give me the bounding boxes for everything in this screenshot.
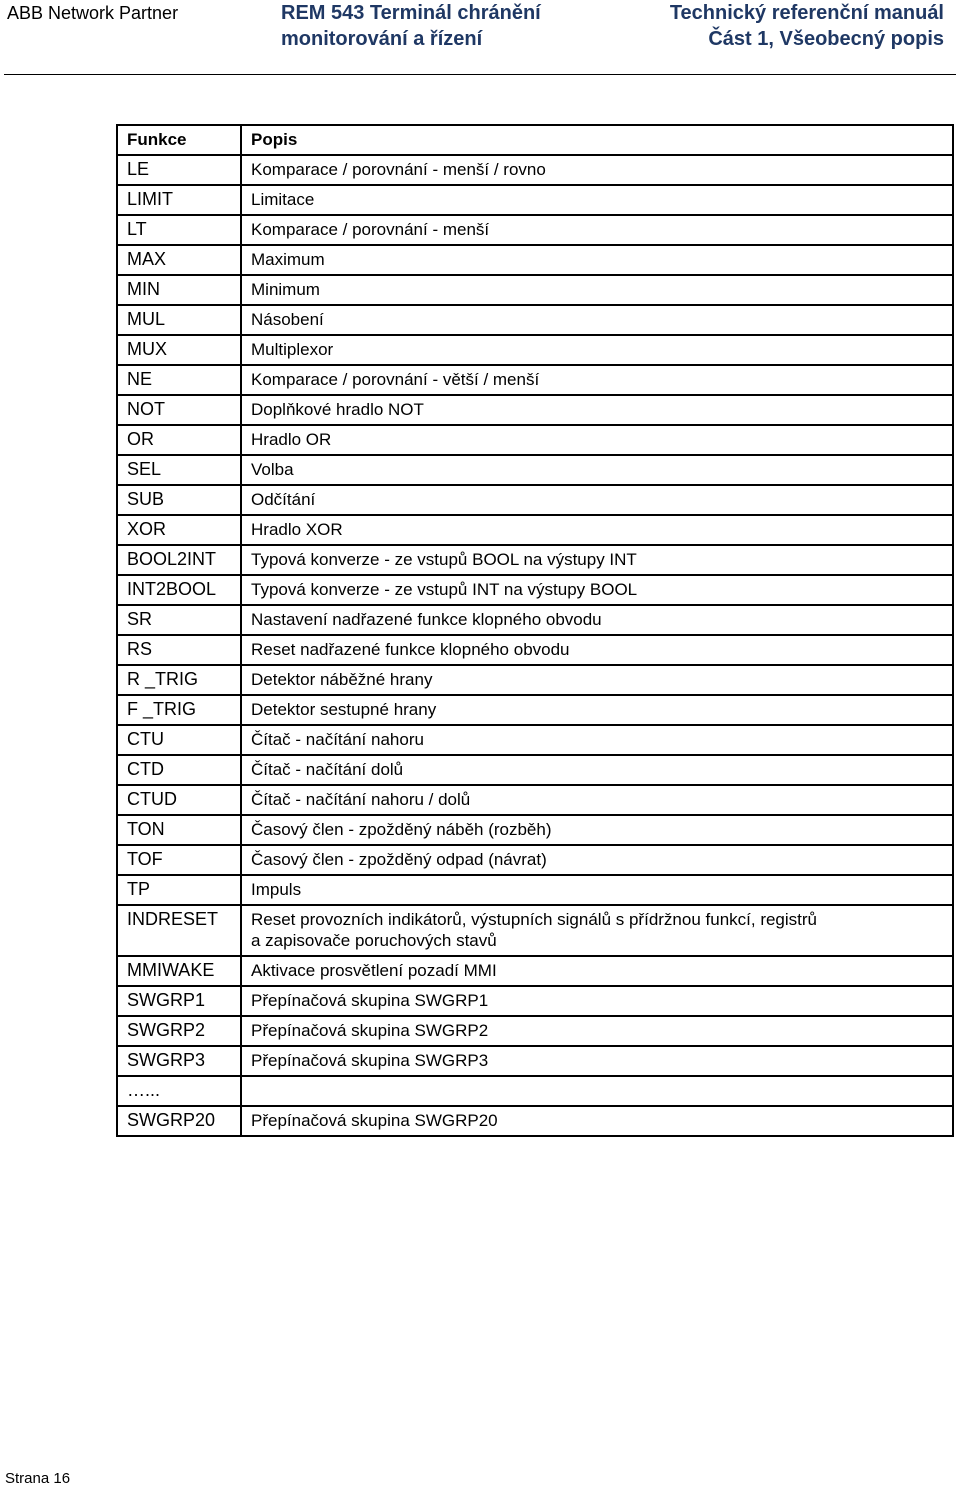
description-text: Multiplexor	[251, 340, 334, 359]
description-text: Typová konverze - ze vstupů BOOL na výstupy INT	[251, 550, 637, 569]
function-description	[241, 305, 953, 335]
description-text-continued: a zapisovače poruchových stavů	[251, 931, 497, 950]
function-description	[241, 635, 953, 665]
table-row	[117, 395, 953, 425]
function-code: INT2BOOL	[117, 575, 241, 605]
table-row	[117, 275, 953, 305]
description-text: Doplňkové hradlo NOT	[251, 400, 424, 419]
function-code: MUL	[117, 305, 241, 335]
function-description	[241, 785, 953, 815]
function-code: LE	[117, 155, 241, 185]
function-code: CTD	[117, 755, 241, 785]
function-description	[241, 515, 953, 545]
function-code: TP	[117, 875, 241, 905]
function-description	[241, 665, 953, 695]
document-title-line2: Část 1, Všeobecný popis	[708, 28, 944, 50]
document-title-line1: Technický referenční manuál	[669, 2, 944, 24]
function-description	[241, 215, 953, 245]
table-row	[117, 665, 953, 695]
table-row	[117, 695, 953, 725]
table-row	[117, 425, 953, 455]
function-code: CTUD	[117, 785, 241, 815]
function-description	[241, 155, 953, 185]
table-row	[117, 485, 953, 515]
column-header-description: Popis	[241, 125, 953, 155]
product-title	[281, 0, 541, 52]
description-text: Hradlo XOR	[251, 520, 343, 539]
description-text: Reset provozních indikátorů, výstupních signálů s přídržnou funkcí, registrů	[251, 910, 818, 929]
function-description	[241, 875, 953, 905]
description-text: Komparace / porovnání - větší / menší	[251, 370, 540, 389]
table-row	[117, 515, 953, 545]
description-text: Nastavení nadřazené funkce klopného obvodu	[251, 610, 602, 629]
table-row	[117, 725, 953, 755]
table-row	[117, 1106, 953, 1136]
description-text: Volba	[251, 460, 294, 479]
function-code: CTU	[117, 725, 241, 755]
description-text: Aktivace prosvětlení pozadí MMI	[251, 961, 497, 980]
table-row	[117, 365, 953, 395]
product-title-line2: monitorování a řízení	[281, 28, 483, 50]
function-code: OR	[117, 425, 241, 455]
table-row	[117, 875, 953, 905]
function-code: NOT	[117, 395, 241, 425]
description-text: Detektor sestupné hrany	[251, 700, 437, 719]
column-header-function: Funkce	[117, 125, 241, 155]
table-row	[117, 1016, 953, 1046]
function-code: NE	[117, 365, 241, 395]
description-text: Čítač - načítání nahoru	[251, 730, 424, 749]
function-code: …...	[117, 1076, 241, 1106]
function-code: SWGRP20	[117, 1106, 241, 1136]
table-row	[117, 575, 953, 605]
function-code: SWGRP2	[117, 1016, 241, 1046]
description-text: Reset nadřazené funkce klopného obvodu	[251, 640, 570, 659]
table-row	[117, 1046, 953, 1076]
table-row	[117, 185, 953, 215]
table-row	[117, 635, 953, 665]
function-code: SWGRP3	[117, 1046, 241, 1076]
table-row	[117, 785, 953, 815]
table-row	[117, 755, 953, 785]
table-row	[117, 1076, 953, 1106]
table-row	[117, 815, 953, 845]
description-text: Typová konverze - ze vstupů INT na výstupy BOOL	[251, 580, 638, 599]
function-description	[241, 395, 953, 425]
function-code: MUX	[117, 335, 241, 365]
description-text: Časový člen - zpožděný náběh (rozběh)	[251, 820, 552, 839]
description-text: Komparace / porovnání - menší	[251, 220, 490, 239]
function-description	[241, 815, 953, 845]
function-description	[241, 185, 953, 215]
description-text: Přepínačová skupina SWGRP3	[251, 1051, 489, 1070]
table-row	[117, 305, 953, 335]
function-code: SUB	[117, 485, 241, 515]
description-text: Impuls	[251, 880, 302, 899]
function-description	[241, 605, 953, 635]
table-row	[117, 335, 953, 365]
function-description	[241, 245, 953, 275]
function-description	[241, 365, 953, 395]
table-header-row	[117, 125, 953, 155]
function-description	[241, 725, 953, 755]
description-text: Limitace	[251, 190, 315, 209]
description-text: Časový člen - zpožděný odpad (návrat)	[251, 850, 547, 869]
table-row	[117, 986, 953, 1016]
function-description	[241, 986, 953, 1016]
description-text: Přepínačová skupina SWGRP1	[251, 991, 489, 1010]
function-description	[241, 275, 953, 305]
table-row	[117, 845, 953, 875]
product-title-line1: REM 543 Terminál chránění	[281, 2, 541, 24]
function-code: INDRESET	[117, 905, 241, 956]
description-text: Přepínačová skupina SWGRP20	[251, 1111, 498, 1130]
function-description	[241, 1106, 953, 1136]
table-row	[117, 155, 953, 185]
table-row	[117, 545, 953, 575]
table-row	[117, 215, 953, 245]
function-description	[241, 1076, 953, 1106]
function-code: LIMIT	[117, 185, 241, 215]
table-row	[117, 605, 953, 635]
function-description	[241, 845, 953, 875]
description-text: Odčítání	[251, 490, 316, 509]
partner-label: ABB Network Partner	[7, 3, 179, 23]
function-description	[241, 956, 953, 986]
function-code: LT	[117, 215, 241, 245]
function-code: R _TRIG	[117, 665, 241, 695]
document-title	[670, 0, 944, 52]
function-code: TOF	[117, 845, 241, 875]
function-description	[241, 1016, 953, 1046]
function-code: RS	[117, 635, 241, 665]
table-row	[117, 245, 953, 275]
function-code: TON	[117, 815, 241, 845]
function-description	[241, 425, 953, 455]
function-description	[241, 485, 953, 515]
function-code: SR	[117, 605, 241, 635]
function-code: MAX	[117, 245, 241, 275]
function-code: MMIWAKE	[117, 956, 241, 986]
table-row	[117, 905, 953, 956]
function-description	[241, 695, 953, 725]
description-text: Minimum	[251, 280, 320, 299]
function-description	[241, 905, 953, 956]
description-text: Násobení	[251, 310, 324, 329]
function-description	[241, 755, 953, 785]
function-description	[241, 1046, 953, 1076]
function-table	[116, 124, 954, 1137]
description-text: Detektor náběžné hrany	[251, 670, 433, 689]
description-text: Přepínačová skupina SWGRP2	[251, 1021, 489, 1040]
page-header	[0, 0, 960, 78]
function-code: SEL	[117, 455, 241, 485]
description-text: Hradlo OR	[251, 430, 332, 449]
table-row	[117, 956, 953, 986]
page-number: Strana 16	[5, 1470, 71, 1487]
description-text: Komparace / porovnání - menší / rovno	[251, 160, 546, 179]
description-text: Čítač - načítání dolů	[251, 760, 404, 779]
function-description	[241, 545, 953, 575]
function-code: BOOL2INT	[117, 545, 241, 575]
table-row	[117, 455, 953, 485]
description-text: Maximum	[251, 250, 325, 269]
function-code: MIN	[117, 275, 241, 305]
function-code: XOR	[117, 515, 241, 545]
description-text: Čítač - načítání nahoru / dolů	[251, 790, 471, 809]
function-description	[241, 335, 953, 365]
function-code: SWGRP1	[117, 986, 241, 1016]
function-code: F _TRIG	[117, 695, 241, 725]
header-divider	[4, 74, 956, 75]
function-description	[241, 575, 953, 605]
function-description	[241, 455, 953, 485]
